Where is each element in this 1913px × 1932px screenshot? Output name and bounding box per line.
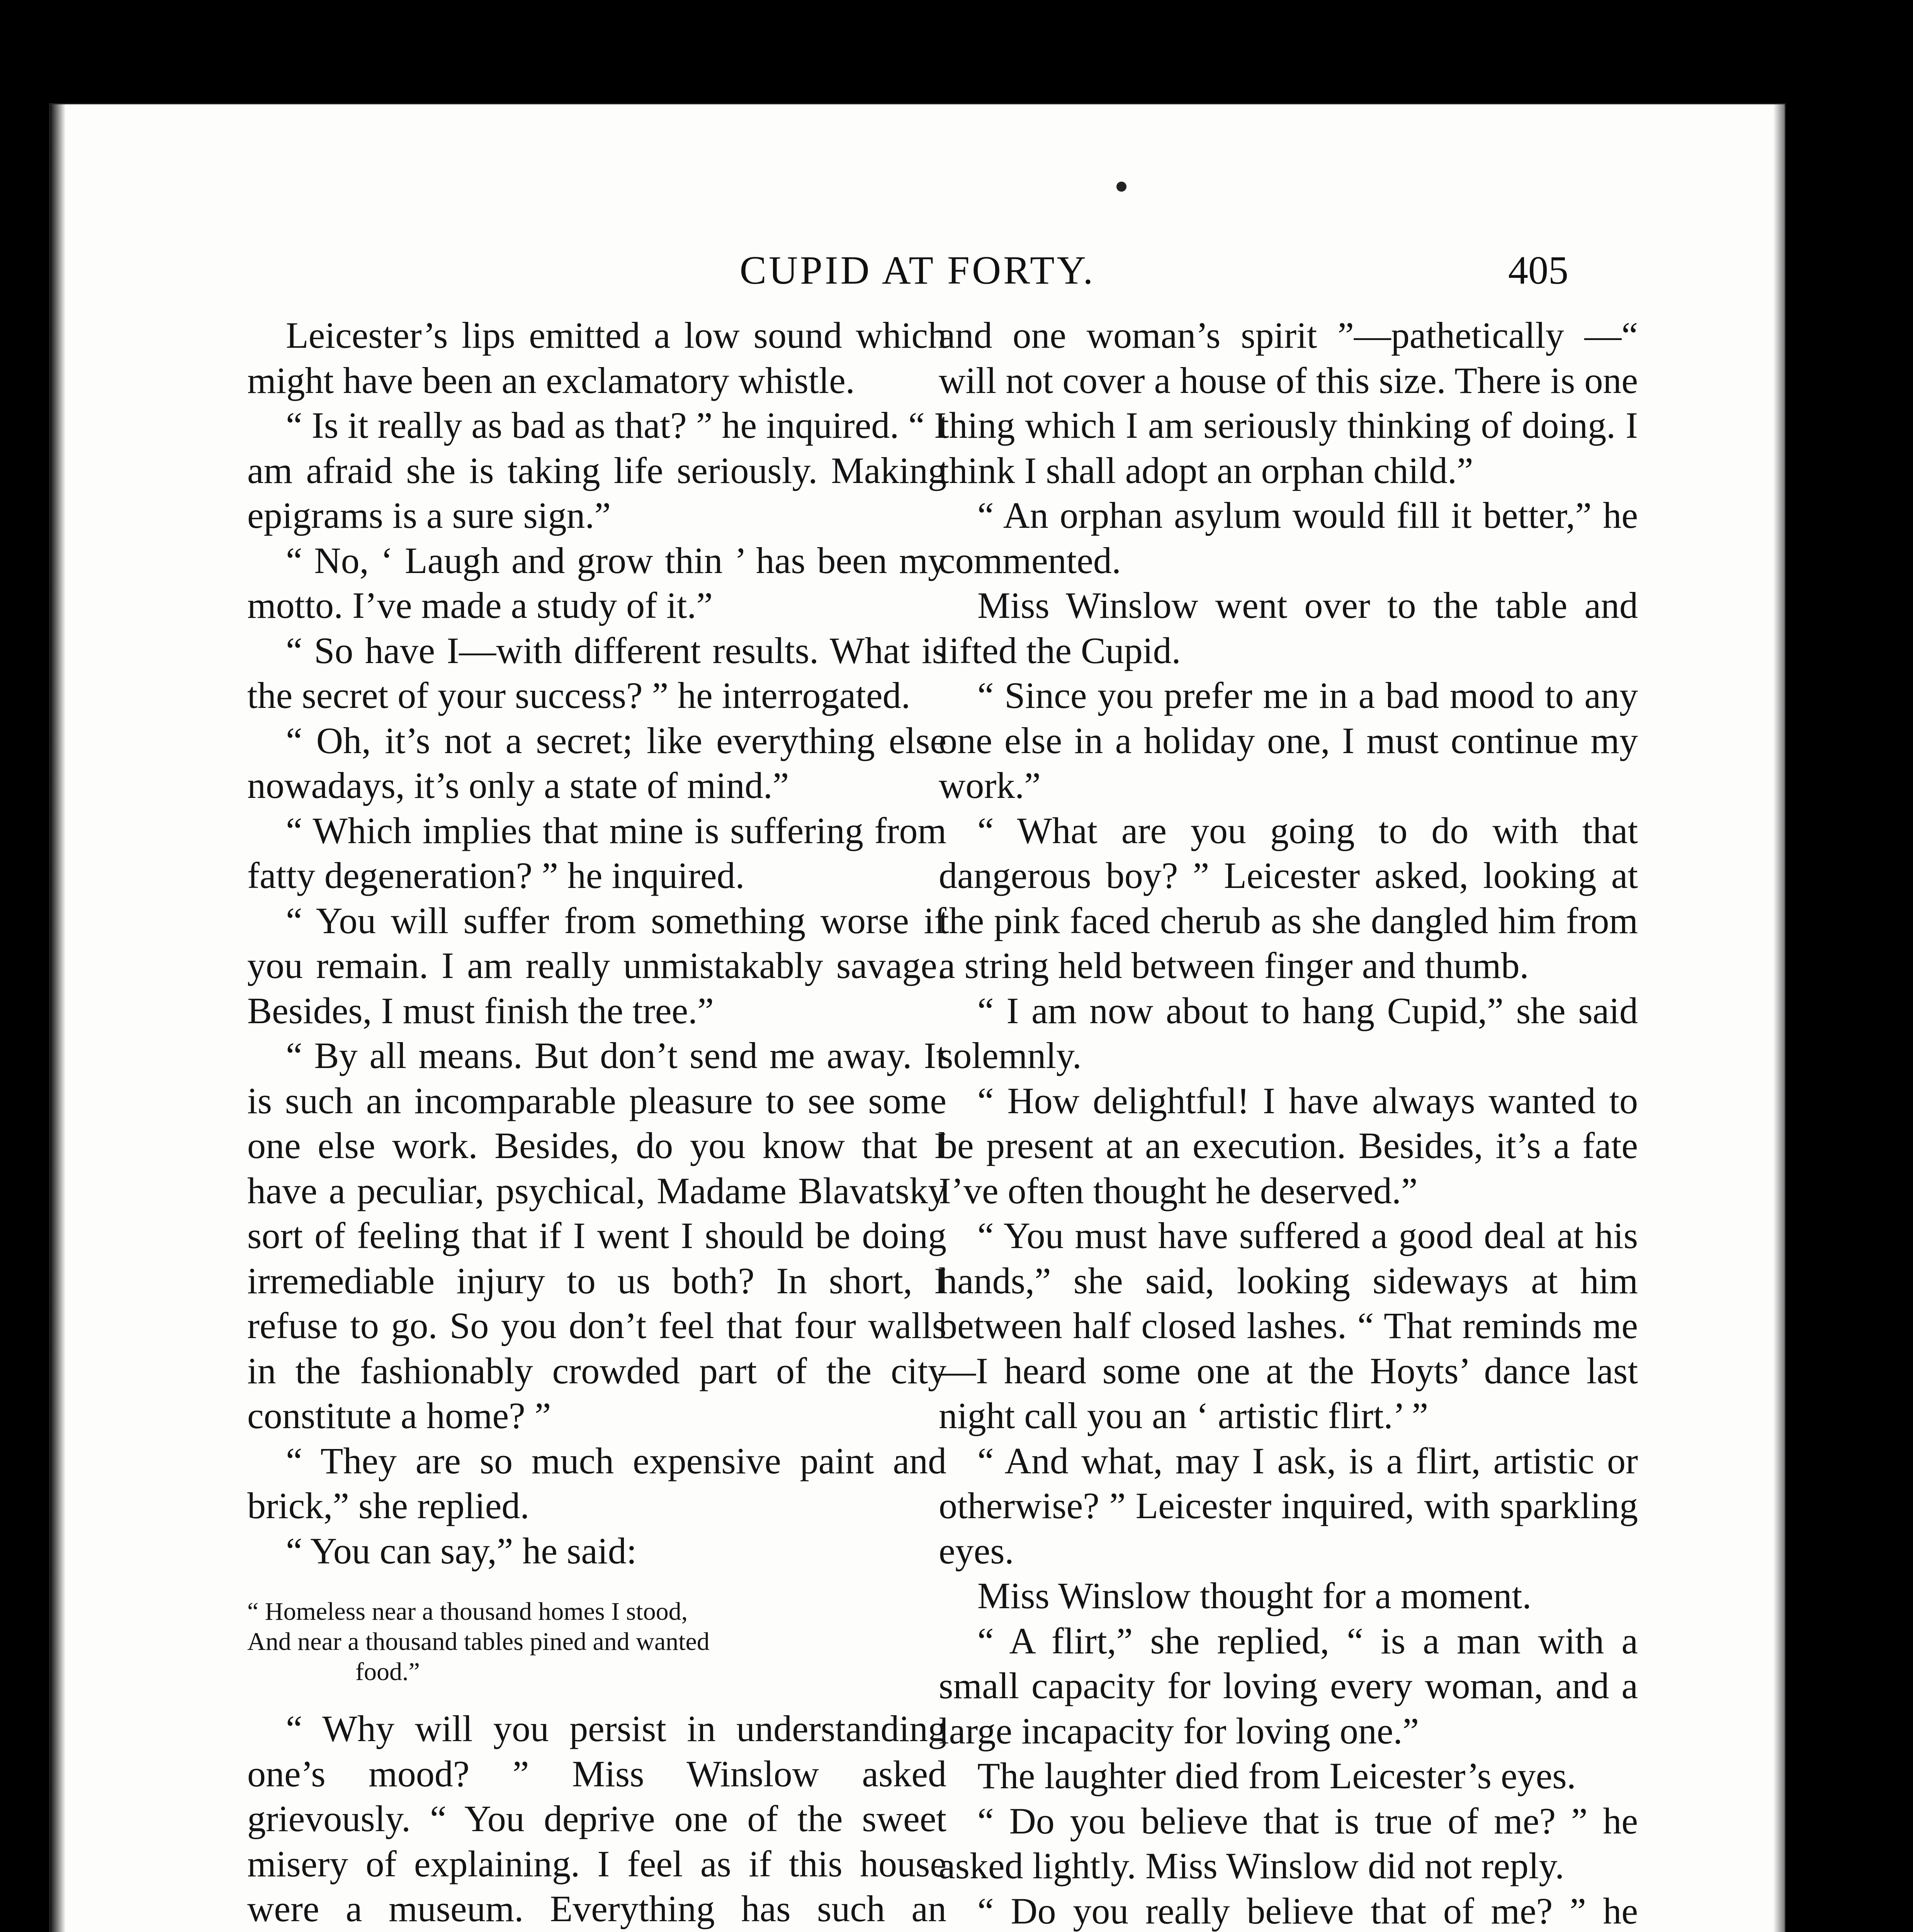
paragraph: “ I am now about to hang Cupid,” she said solemnly. bbox=[939, 990, 1638, 1076]
poem-line: “ Homeless near a thousand homes I stood, bbox=[247, 1597, 688, 1626]
paragraph: The laughter died from Leicester’s eyes. bbox=[977, 1755, 1576, 1796]
paragraph: “ What are you going to do with that dangerous boy? ” Leicester asked, looking at the pink faced cherub as she dangled him from a string held between finger and thumb. bbox=[939, 810, 1638, 986]
paragraph: “ No, ‘ Laugh and grow thin ’ has been my motto. I’ve made a study of it.” bbox=[247, 539, 946, 626]
page-header bbox=[50, 232, 1785, 309]
paragraph: “ Since you prefer me in a bad mood to any one else in a holiday one, I must continue my work.” bbox=[939, 675, 1638, 806]
poem-line: And near a thousand tables pined and wanted bbox=[247, 1628, 710, 1656]
page-edge-shadow bbox=[50, 104, 66, 1932]
paragraph: “ Oh, it’s not a secret; like everything else nowadays, it’s only a state of mind.” bbox=[247, 719, 946, 806]
paragraph: “ An orphan asylum would fill it better,” he commented. bbox=[939, 495, 1638, 581]
paragraph: Miss Winslow went over to the table and lifted the Cupid. bbox=[939, 585, 1638, 671]
paragraph: “ Why will you persist in understanding one’s mood? ” Miss Winslow asked grievously. “ You deprive one of the sweet misery of explaining. I feel as if this house were a museum. Everything has such an bbox=[247, 1708, 946, 1929]
page-number: 405 bbox=[1508, 248, 1568, 293]
paragraph: “ You can say,” he said: bbox=[286, 1530, 637, 1571]
page-edge-shadow-right bbox=[1773, 104, 1785, 1932]
paragraph: “ Do you really believe that of me? ” he bbox=[977, 1890, 1638, 1932]
paragraph: “ A flirt,” she replied, “ is a man with a small capacity for loving every woman, and a large incapacity for loving one.” bbox=[939, 1620, 1638, 1752]
poem-quotation bbox=[247, 1597, 946, 1687]
paragraph: “ By all means. But don’t send me away. It is such an incomparable pleasure to see some one else work. Besides, do you know that I have a peculiar, psychical, Madame Blavatsky sort of feeling that if I went I should be doing irremediable injury to us both? In short, I refuse to go. So you don’t feel that four walls in the fashionably crowded part of the city constitute a home? ” bbox=[247, 1035, 946, 1436]
paragraph: “ Which implies that mine is suffering from fatty degeneration? ” he inquired. bbox=[247, 810, 946, 896]
paragraph: “ You must have suffered a good deal at his hands,” she said, looking sideways at him between half closed lashes. “ That reminds me—I heard some one at the Hoyts’ dance last night call you an ‘ artistic flirt.’ ” bbox=[939, 1215, 1638, 1436]
book-page bbox=[50, 104, 1785, 1932]
left-text-column bbox=[247, 313, 946, 1932]
right-text-column bbox=[939, 313, 1638, 1932]
running-title: CUPID AT FORTY. bbox=[739, 248, 1096, 293]
paragraph: Miss Winslow thought for a moment. bbox=[977, 1575, 1532, 1616]
paragraph: “ Do you believe that is true of me? ” he asked lightly. Miss Winslow did not reply. bbox=[939, 1800, 1638, 1886]
paragraph: “ Is it really as bad as that? ” he inquired. “ I am afraid she is taking life seriously. Making epigrams is a sure sign.” bbox=[247, 405, 946, 536]
paragraph: “ They are so much expensive paint and brick,” she replied. bbox=[247, 1440, 946, 1526]
paragraph: “ You will suffer from something worse if you remain. I am really unmistakably savage. Besides, I must finish the tree.” bbox=[247, 900, 946, 1031]
paragraph: “ How delightful! I have always wanted to be present at an execution. Besides, it’s a fate I’ve often thought he deserved.” bbox=[939, 1080, 1638, 1211]
paragraph: “ And what, may I ask, is a flirt, artistic or otherwise? ” Leicester inquired, with sparkling eyes. bbox=[939, 1440, 1638, 1571]
paragraph-continued: and one woman’s spirit ”—pathetically —“ will not cover a house of this size. There is one thing which I am seriously thinking of doing. I think I shall adopt an orphan child.” bbox=[939, 315, 1638, 491]
poem-line: food.” bbox=[355, 1658, 420, 1686]
paragraph: “ So have I—with different results. What is the secret of your success? ” he interrogated. bbox=[247, 629, 946, 716]
ink-speck bbox=[1116, 182, 1126, 192]
paragraph: Leicester’s lips emitted a low sound which might have been an exclamatory whistle. bbox=[247, 315, 946, 401]
